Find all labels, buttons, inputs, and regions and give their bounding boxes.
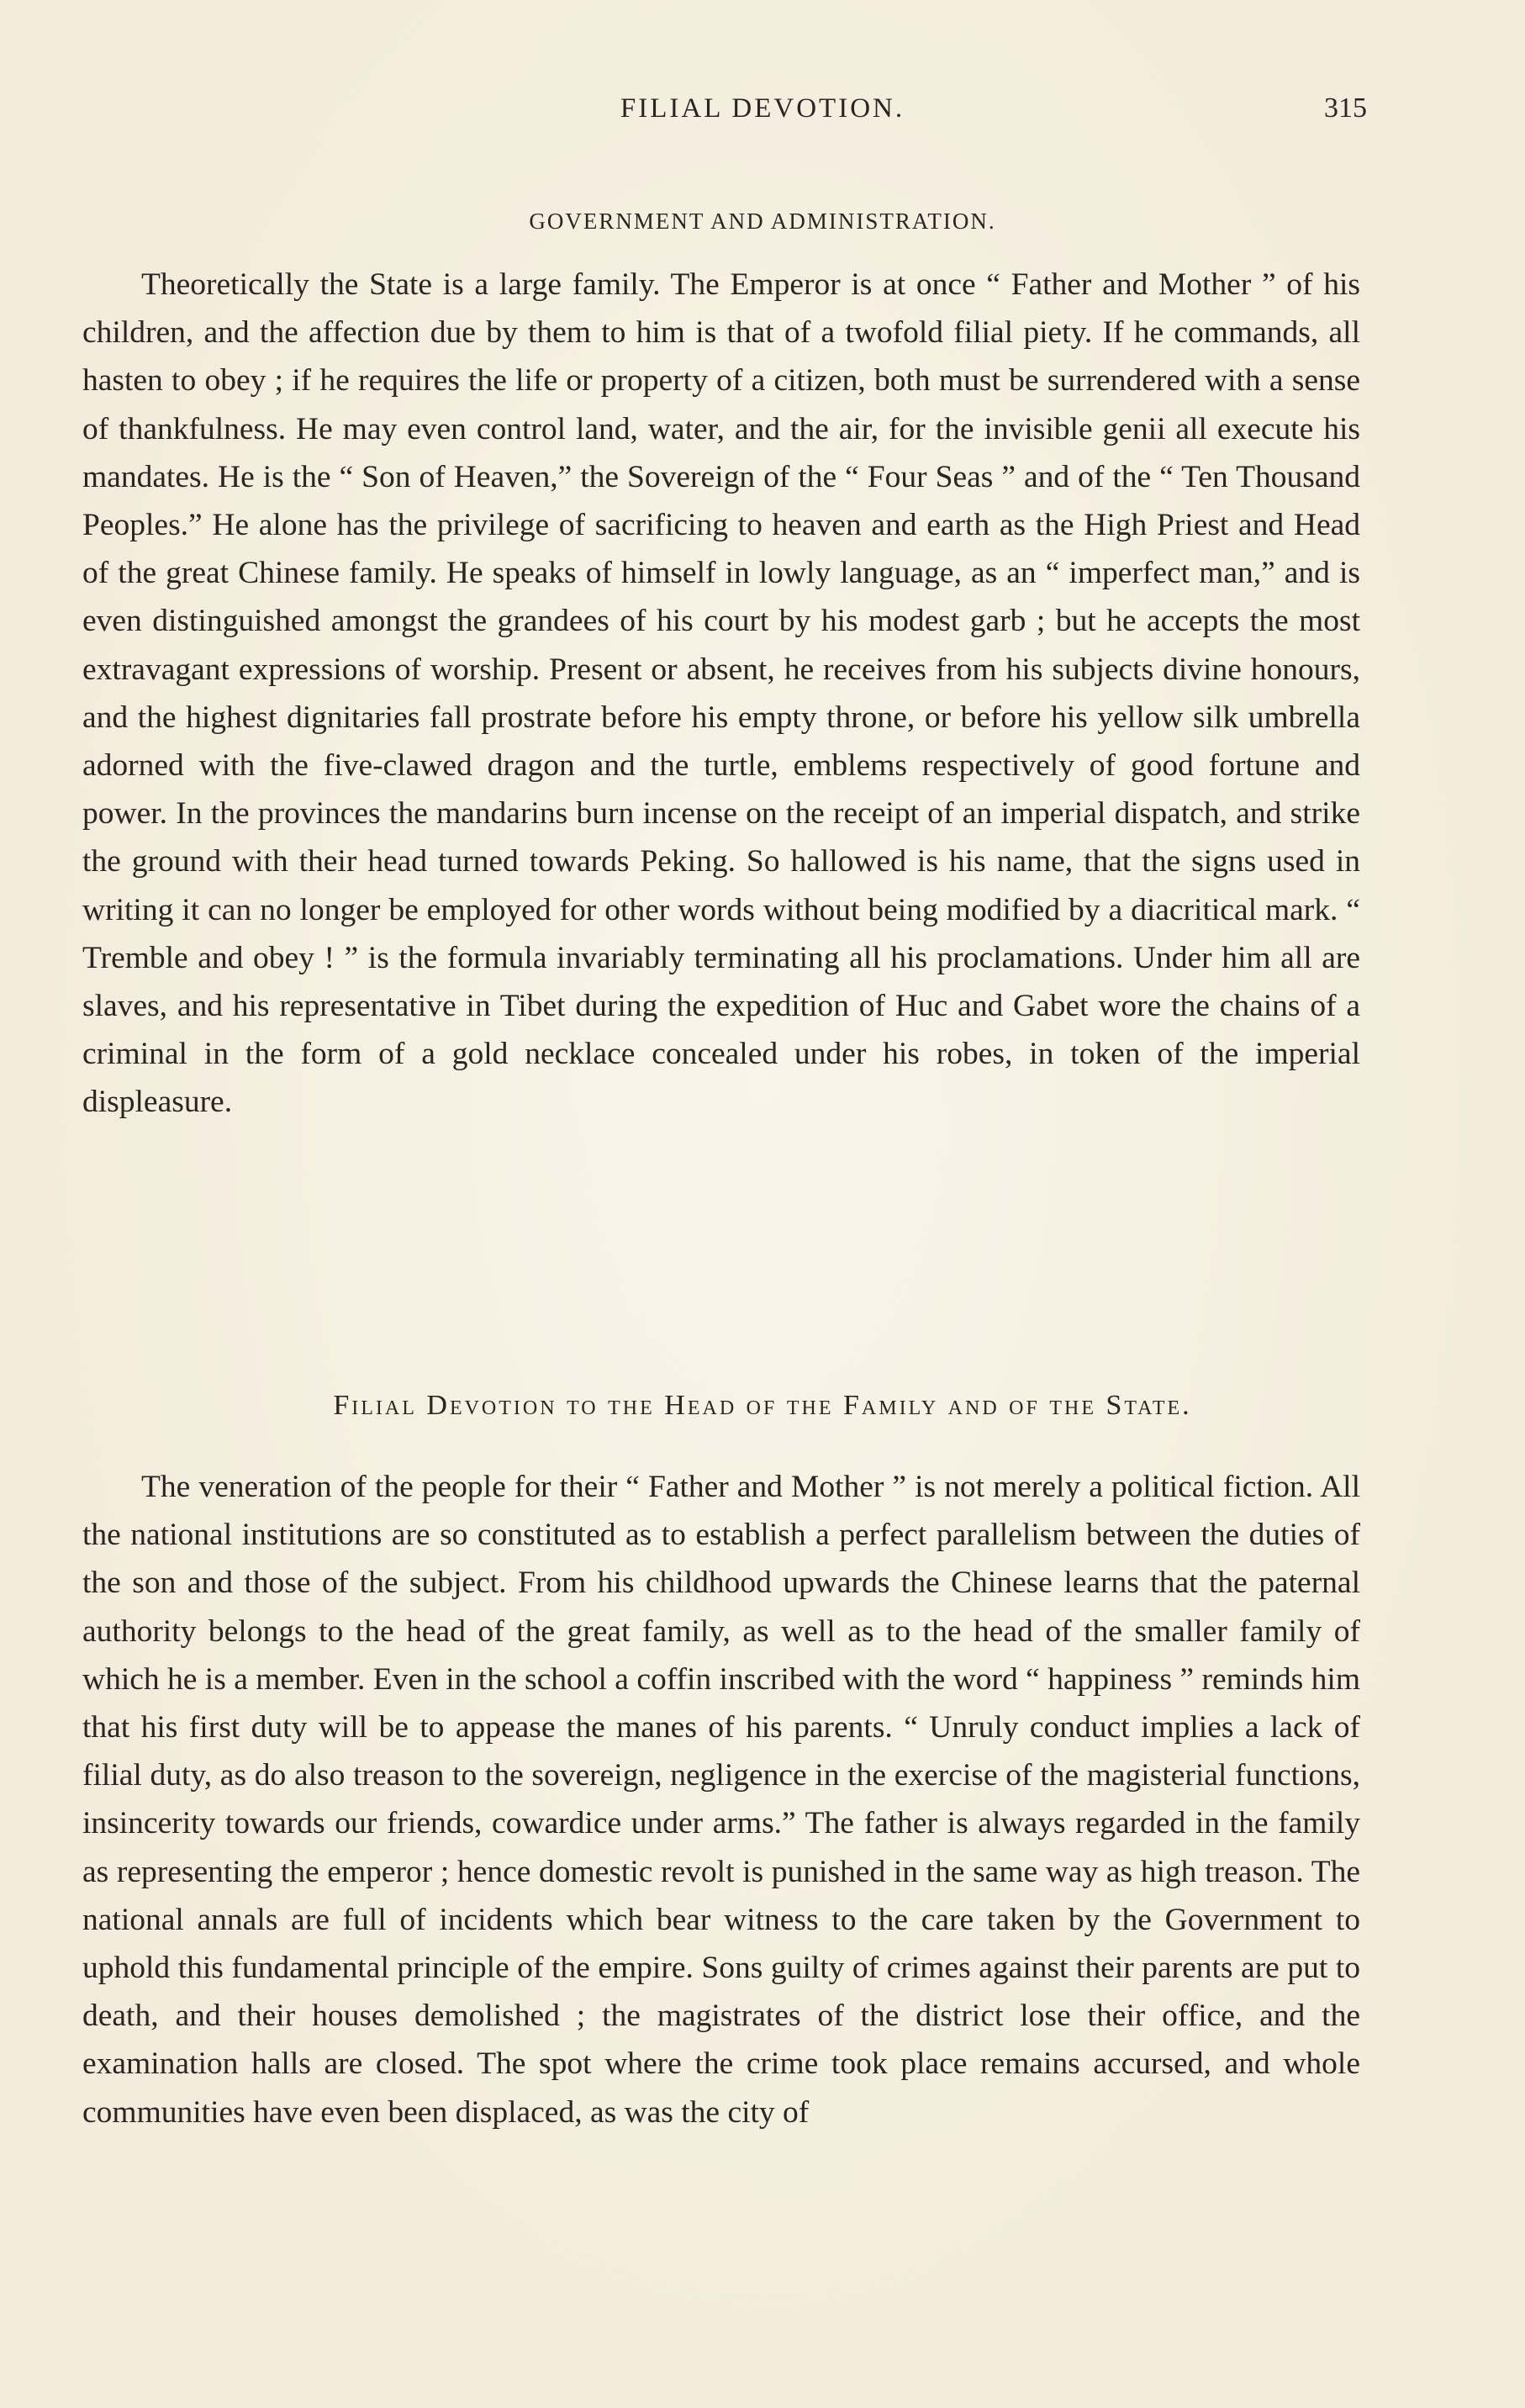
paragraph-government: Theoretically the State is a large family. The Emperor is at once “ Father and Mother ” of his children, and the affection due by them to him is that of a twofold filial piety. If he commands, all hasten to obey ; if he requires the life or property of a citizen, both must be surrendered with a sense of thankfulness. He may even control land, water, and the air, for the invisible genii all execute his mandates. He is the “ Son of Heaven,” the Sovereign of the “ Four Seas ” and of the “ Ten Thousand Peoples.” He alone has the privilege of sacrificing to heaven and earth as the High Priest and Head of the great Chinese family. He speaks of himself in lowly language, as an “ imperfect man,” and is even distinguished amongst the grandees of his court by his modest garb ; but he accepts the most extravagant expressions of worship. Present or absent, he receives from his subjects divine honours, and the highest dignitaries fall prostrate before his empty throne, or before his yellow silk umbrella adorned with the five-clawed dragon and the turtle, emblems respectively of good fortune and power. In the provinces the mandarins burn incense on the receipt of an imperial dispatch, and strike the ground with their head turned towards Peking. So hallowed is his name, that the signs used in writing it can no longer be employed for other words without being modified by a diacritical mark. “ Tremble and obey ! ” is the formula invariably terminating all his proclamations. Under him all are slaves, and his representative in Tibet during the expedition of Huc and Gabet wore the chains of a criminal in the form of a gold necklace concealed under his robes, in token of the imperial displeasure. xyxy=(82,267,1360,1120)
paragraph-filial-devotion: The veneration of the people for their “ Father and Mother ” is not merely a political fiction. All the national institutions are so constituted as to establish a perfect parallelism between the duties of the son and those of the subject. From his childhood upwards the Chinese learns that the paternal authority belongs to the head of the great family, as well as to the head of the smaller family of which he is a member. Even in the school a coffin inscribed with the word “ happiness ” reminds him that his first duty will be to appease the manes of his parents. “ Unruly conduct implies a lack of filial duty, as do also treason to the sovereign, negligence in the exercise of the magisterial functions, insincerity towards our friends, cowardice under arms.” The father is always regarded in the family as representing the emperor ; hence domestic revolt is punished in the same way as high treason. The national annals are full of incidents which bear witness to the care taken by the Government to uphold this fundamental principle of the empire. Sons guilty of crimes against their parents are put to death, and their houses demolished ; the magistrates of the district lose their office, and the examination halls are closed. The spot where the crime took place remains accursed, and whole communities have even been displaced, as was the city of xyxy=(82,1470,1360,2130)
section-heading-filial-devotion: Filial Devotion to the Head of the Family and of the State. xyxy=(333,1390,1192,1421)
running-header xyxy=(0,87,1525,129)
section-heading-government: GOVERNMENT AND ADMINISTRATION. xyxy=(529,209,996,234)
running-title: FILIAL DEVOTION. xyxy=(620,93,905,124)
page-number: 315 xyxy=(1324,92,1367,124)
